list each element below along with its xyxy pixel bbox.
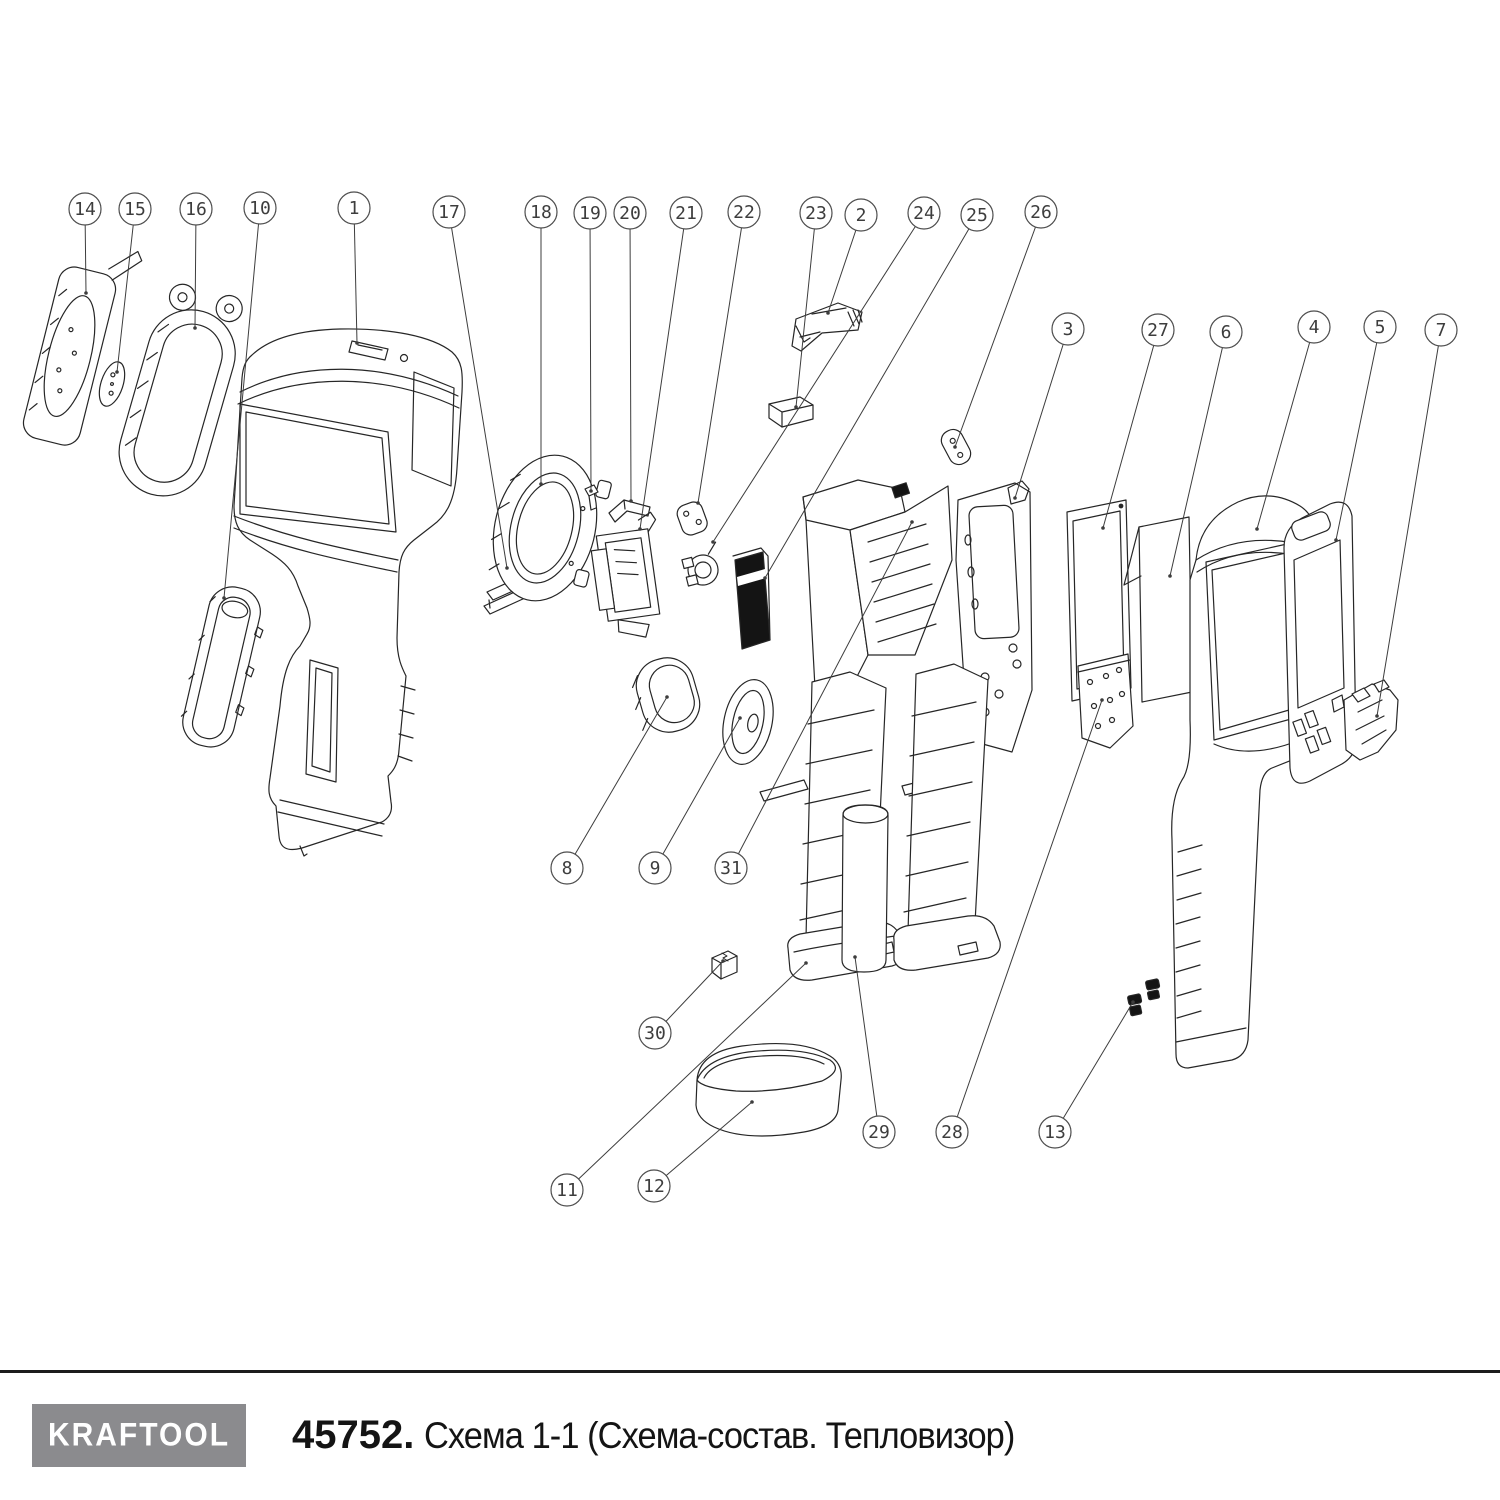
svg-text:11: 11 <box>556 1180 578 1201</box>
svg-text:3: 3 <box>1062 319 1074 340</box>
svg-text:19: 19 <box>579 203 601 224</box>
part-8-eyecup <box>624 651 706 740</box>
leader-dot-24 <box>711 540 715 544</box>
part-6-sheet <box>1124 517 1192 702</box>
leader-dot-31 <box>910 520 914 524</box>
callout-28 <box>936 1116 968 1148</box>
callout-1 <box>338 192 370 224</box>
part-24-lens-holder <box>680 542 725 589</box>
callout-14 <box>69 193 101 225</box>
leader-line-27 <box>1103 330 1158 528</box>
leader-dot-1 <box>355 341 359 345</box>
drawing-subtitle: Схема 1-1 (Схема-состав. Тепловизор) <box>424 1415 1015 1456</box>
part-1-front-housing <box>234 329 462 856</box>
leader-line-9 <box>655 718 740 868</box>
svg-text:14: 14 <box>74 199 96 220</box>
leader-dot-3 <box>1013 496 1017 500</box>
callout-15 <box>119 193 151 225</box>
leader-dot-5 <box>1334 538 1338 542</box>
callout-2 <box>845 199 877 231</box>
leader-dot-15 <box>115 370 119 374</box>
leader-dot-2 <box>826 311 830 315</box>
callout-9 <box>639 852 671 884</box>
callout-4 <box>1298 311 1330 343</box>
leader-dot-17 <box>505 566 509 570</box>
part-30-switch <box>712 951 737 979</box>
svg-text:12: 12 <box>643 1176 665 1197</box>
part-16-front-bezel <box>109 277 252 506</box>
leader-line-1 <box>354 208 357 343</box>
svg-text:1: 1 <box>348 198 360 219</box>
callout-16 <box>180 193 212 225</box>
leader-line-5 <box>1336 327 1380 540</box>
leader-line-7 <box>1377 330 1441 716</box>
leader-dot-10 <box>222 596 226 600</box>
callout-29 <box>863 1116 895 1148</box>
svg-text:8: 8 <box>561 858 573 879</box>
leader-dot-29 <box>853 955 857 959</box>
part-12-base-cover <box>696 1044 841 1136</box>
leader-line-23 <box>796 213 816 407</box>
callout-31 <box>715 852 747 884</box>
leader-dot-19 <box>589 489 593 493</box>
callout-8 <box>551 852 583 884</box>
part-21-sensor-module <box>587 512 671 643</box>
leader-line-8 <box>567 697 667 868</box>
callout-13 <box>1039 1116 1071 1148</box>
leader-line-13 <box>1055 1002 1133 1132</box>
callout-5 <box>1364 311 1396 343</box>
svg-text:16: 16 <box>185 199 207 220</box>
callout-7 <box>1425 314 1457 346</box>
callout-26 <box>1025 196 1057 228</box>
leader-dot-16 <box>193 326 197 330</box>
leader-dot-27 <box>1101 526 1105 530</box>
part-29-battery <box>842 805 888 972</box>
leader-dot-6 <box>1168 574 1172 578</box>
svg-text:27: 27 <box>1147 320 1169 341</box>
leader-line-15 <box>117 209 135 372</box>
part-14-bracket-plate <box>20 235 144 453</box>
leader-dot-21 <box>638 527 642 531</box>
callout-20 <box>614 197 646 229</box>
svg-text:30: 30 <box>644 1023 666 1044</box>
leader-dot-11 <box>804 961 808 965</box>
callout-10 <box>244 192 276 224</box>
callout-25 <box>961 199 993 231</box>
leader-line-3 <box>1015 329 1068 498</box>
leader-dot-20 <box>629 499 633 503</box>
svg-text:9: 9 <box>649 858 661 879</box>
callout-21 <box>670 197 702 229</box>
callout-24 <box>908 197 940 229</box>
svg-text:22: 22 <box>733 202 755 223</box>
leader-dot-18 <box>539 482 543 486</box>
callout-23 <box>800 197 832 229</box>
leader-dot-28 <box>1100 698 1104 702</box>
svg-text:31: 31 <box>720 858 742 879</box>
callout-19 <box>574 197 606 229</box>
part-13-screws <box>1127 979 1160 1016</box>
drawing-code: 45752. <box>292 1413 415 1457</box>
part-28-keypad-board <box>1078 654 1133 748</box>
leader-dot-22 <box>696 501 700 505</box>
part-10-grip-pad <box>175 582 271 754</box>
svg-text:24: 24 <box>913 203 935 224</box>
leader-dot-14 <box>84 291 88 295</box>
leader-line-19 <box>590 213 591 491</box>
callout-18 <box>525 196 557 228</box>
svg-text:2: 2 <box>855 205 867 226</box>
leader-dot-30 <box>721 959 725 963</box>
svg-text:6: 6 <box>1220 322 1232 343</box>
part-9-wheel <box>716 675 781 769</box>
callout-12 <box>638 1170 670 1202</box>
leader-line-29 <box>855 957 879 1132</box>
svg-text:20: 20 <box>619 203 641 224</box>
leader-line-20 <box>630 213 631 501</box>
svg-text:5: 5 <box>1374 317 1386 338</box>
svg-text:4: 4 <box>1308 317 1320 338</box>
svg-text:18: 18 <box>530 202 552 223</box>
svg-text:25: 25 <box>966 205 988 226</box>
svg-text:28: 28 <box>941 1122 963 1143</box>
leader-dot-25 <box>763 576 767 580</box>
callout-3 <box>1052 313 1084 345</box>
leader-dot-7 <box>1375 714 1379 718</box>
leader-dot-23 <box>794 405 798 409</box>
leader-dot-13 <box>1131 1000 1135 1004</box>
leader-line-26 <box>955 212 1041 447</box>
kraftool-logo <box>32 1404 246 1467</box>
callout-27 <box>1142 314 1174 346</box>
svg-text:23: 23 <box>805 203 827 224</box>
part-25-ribbon-cable <box>733 548 770 649</box>
part-15-disc <box>94 359 129 410</box>
callout-6 <box>1210 316 1242 348</box>
callout-30 <box>639 1017 671 1049</box>
callout-17 <box>433 196 465 228</box>
leader-dot-9 <box>738 716 742 720</box>
kraftool-logo-text: KRAFTOOL <box>47 1417 231 1453</box>
callout-11 <box>551 1174 583 1206</box>
leader-dot-26 <box>953 445 957 449</box>
leader-dot-12 <box>750 1100 754 1104</box>
leader-dot-4 <box>1255 527 1259 531</box>
leader-dot-8 <box>665 695 669 699</box>
svg-text:26: 26 <box>1030 202 1052 223</box>
leader-line-21 <box>640 213 686 529</box>
svg-text:13: 13 <box>1044 1122 1066 1143</box>
leader-line-22 <box>698 212 744 503</box>
svg-text:15: 15 <box>124 199 146 220</box>
footer-divider <box>0 1370 1500 1373</box>
part-23-box <box>769 397 813 427</box>
drawing-title <box>292 1413 1059 1458</box>
svg-text:10: 10 <box>249 198 271 219</box>
part-22-plate <box>675 499 710 537</box>
svg-text:29: 29 <box>868 1122 890 1143</box>
callout-22 <box>728 196 760 228</box>
svg-text:21: 21 <box>675 203 697 224</box>
svg-text:17: 17 <box>438 202 460 223</box>
svg-text:7: 7 <box>1435 320 1447 341</box>
